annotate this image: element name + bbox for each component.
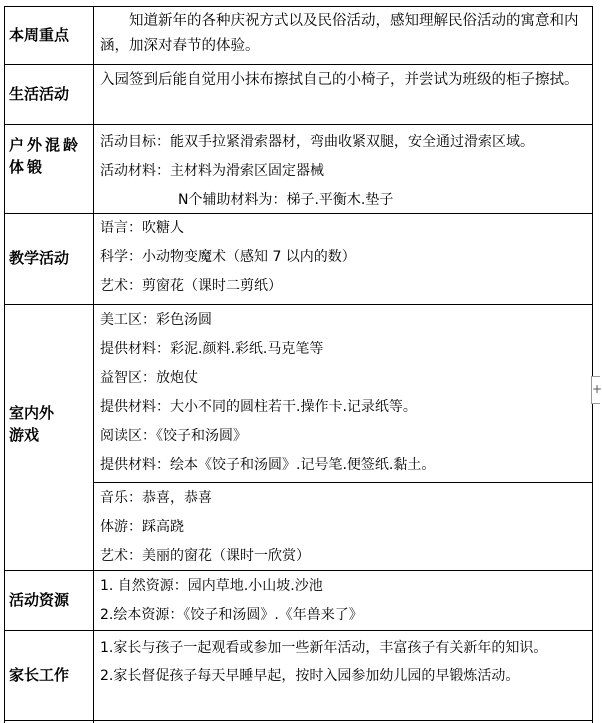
side-expand-tab[interactable]: + [591,376,600,404]
row-label-life-activity: 生活活动 [9,85,70,103]
weekly-focus-text [100,9,588,59]
teaching-activity-content [100,214,588,301]
inner-divider [93,482,592,483]
art-appreciation-line: 艺术：美丽的窗花（课时一欣赏） [100,548,310,564]
resources-content [100,572,588,630]
life-activity-text [100,68,588,93]
reading-area-line: 阅读区：《饺子和汤圆》 [100,428,247,444]
outdoor-exercise-content [100,128,588,215]
outdoor-goal-line: 活动目标：能双手拉紧滑索器材，弯曲收紧双腿，安全通过滑索区域。 [100,134,534,150]
games-content-part1 [100,306,588,480]
column-divider [93,6,94,723]
outdoor-material-line: 活动材料：主材料为滑索区固定器械 [100,163,324,179]
row-label-teaching-activity: 教学活动 [9,249,70,267]
row-label-parent-work: 家长工作 [9,666,70,684]
teaching-science-line: 科学：小动物变魔术（感知 7 以内的数） [100,249,356,265]
row-label-games: 室内外游戏 [9,404,55,444]
life-activity-line: 入园签到后能自觉用小抹布擦拭自己的小椅子，并尝试为班级的柜子擦拭。 [100,72,579,88]
puzzle-area-line: 益智区：放炮仗 [100,370,198,386]
weekly-focus-line: 知道新年的各种庆祝方式以及民俗活动，感知理解民俗活动的寓意和内涵，加深对春节的体验。 [100,13,579,54]
music-line: 音乐：恭喜，恭喜 [100,490,212,506]
table-right-border [592,6,593,723]
parent-work-line-1: 1.家长与孩子一起观看或参加一些新年活动，丰富孩子有关新年的知识。 [100,640,548,656]
natural-resource-line: 1. 自然资源：园内草地.小山坡.沙池 [100,578,323,594]
row-label-weekly-focus: 本周重点 [9,26,70,44]
parent-work-line-2: 2.家长督促孩子每天早睡早起，按时入园参加幼儿园的早锻炼活动。 [100,668,520,684]
book-resource-line: 2.绘本资源：《饺子和汤圆》.《年兽来了》 [100,607,363,623]
outdoor-aux-material-line: N个辅助材料为：梯子.平衡木.垫子 [178,192,394,208]
table-left-border [4,6,5,723]
games-content-part2 [100,484,588,571]
puzzle-material-line: 提供材料：大小不同的圆柱若干.操作卡.记录纸等。 [100,399,417,415]
teaching-language-line: 语言：吹糖人 [100,220,184,236]
teaching-art-line: 艺术：剪窗花（课时二剪纸） [100,278,282,294]
pe-game-line: 体游：踩高跷 [100,519,184,535]
art-material-line: 提供材料：彩泥.颜料.彩纸.马克笔等 [100,341,324,357]
row-label-outdoor-exercise: 户外混龄体锻 [9,136,82,176]
parent-work-content [100,634,588,690]
row-label-resources: 活动资源 [9,591,70,609]
art-area-line: 美工区：彩色汤圆 [100,312,212,328]
reading-material-line: 提供材料：绘本《饺子和汤圆》.记号笔.便签纸.黏土。 [100,457,436,473]
